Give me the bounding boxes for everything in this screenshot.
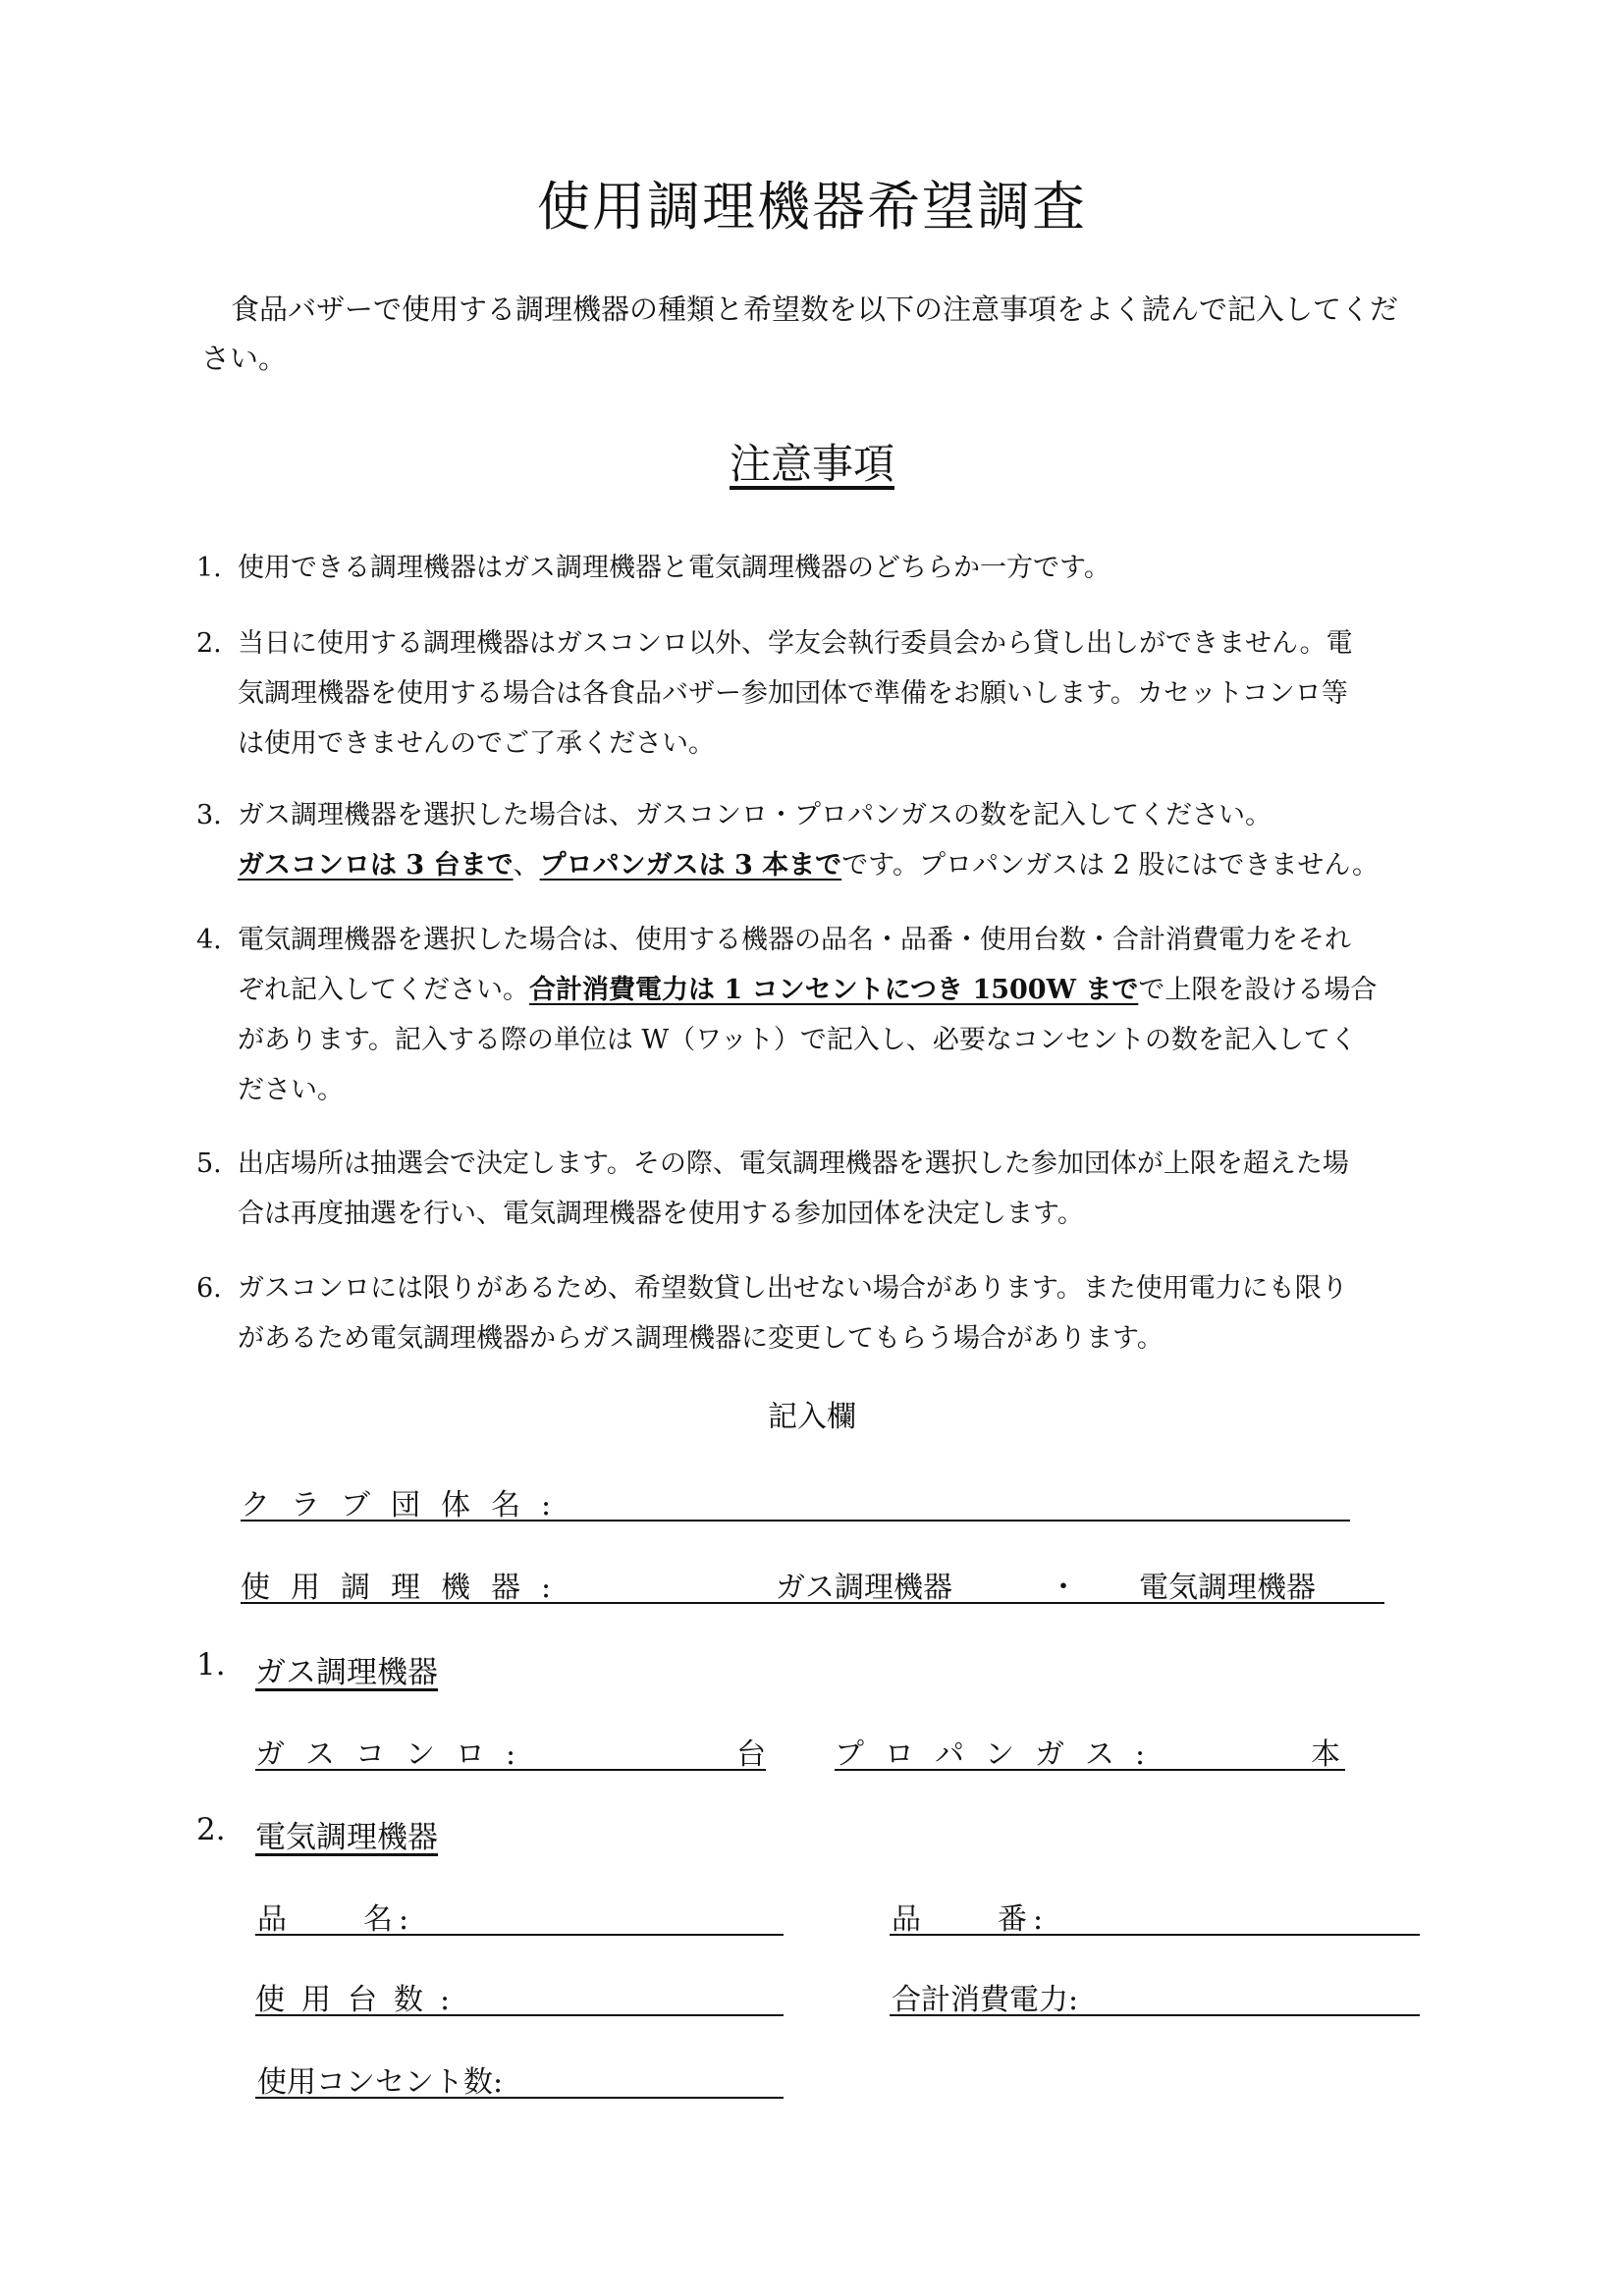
item-line: があるため電気調理機器からガス調理機器に変更してもらう場合があります。 [238,1323,1164,1354]
gas-section-title: ガス調理機器 [255,1655,438,1690]
gas-stove-count-field[interactable] [255,1769,766,1771]
propane-gas-label: プロパンガス: [835,1737,1166,1772]
option-separator: ・ [1049,1571,1078,1605]
intro-paragraph [201,285,1438,383]
outlet-count-field[interactable] [255,2097,784,2099]
stove-limit-text: ガスコンロは 3 台まで [238,850,514,881]
propane-gas-unit: 本 [1311,1737,1340,1772]
propane-gas-count-field[interactable] [835,1769,1345,1771]
item-line: 電気調理機器を選択した場合は、使用する機器の品名・品番・使用台数・合計消費電力をそれ [238,925,1351,955]
gas-section-number: 1. [196,1647,226,1682]
electric-device-option[interactable]: 電気調理機器 [1139,1571,1316,1605]
power-limit-text: 合計消費電力は 1 コンセントにつき 1500W まで [529,975,1139,1005]
item-number: 6. [196,1273,222,1304]
propane-limit-text: プロパンガスは 3 本まで [539,850,842,881]
item-number: 5. [196,1148,222,1179]
item-number: 2. [196,628,222,659]
item-line: ガス調理機器を選択した場合は、ガスコンロ・プロパンガスの数を記入してください。 [238,800,1272,830]
item-number: 3. [196,800,222,830]
gas-stove-unit: 台 [736,1737,766,1772]
device-type-field [241,1602,1384,1604]
electric-section-number: 2. [196,1812,226,1847]
item-line: 当日に使用する調理機器はガスコンロ以外、学友会執行委員会から貸し出しができません。電 [238,628,1353,659]
item-line: があります。記入する際の単位は W（ワット）で記入し、必要なコンセントの数を記入してく [238,1025,1357,1055]
unit-count-field[interactable] [255,2014,784,2016]
item-number: 4. [196,925,222,955]
notice-heading: 注意事項 [729,440,894,488]
total-power-field[interactable] [890,2014,1420,2016]
item-line: 気調理機器を使用する場合は各食品バザー参加団体で準備をお願いします。カセットコンロ等 [238,678,1348,709]
club-name-field[interactable] [241,1520,1350,1522]
product-name-field[interactable] [255,1934,784,1936]
gas-stove-label: ガスコンロ: [255,1737,537,1772]
item-number: 1. [196,553,222,583]
item-line: ガスコンロには限りがあるため、希望数貸し出せない場合があります。また使用電力にも限り [238,1273,1348,1304]
device-type-label: 使用調理機器: [241,1571,572,1605]
product-number-label: 品 番: [892,1902,1050,1937]
intro-line-2: さい。 [201,342,288,375]
club-name-label: クラブ団体名: [241,1488,572,1522]
outlet-count-label: 使用コンセント数: [257,2065,504,2100]
unit-count-label: 使用台数: [255,1983,467,2017]
item-line: は使用できませんのでご了承ください。 [238,728,715,759]
item-line-emphasis: ぞれ記入してください。合計消費電力は 1 コンセントにつき 1500W までで上限を設ける場合 [238,975,1378,1005]
page-title: 使用調理機器希望調査 [537,176,1087,238]
item-line: 合は再度抽選を行い、電気調理機器を使用する参加団体を決定します。 [238,1199,1084,1229]
item-line: 使用できる調理機器はガス調理機器と電気調理機器のどちらか一方です。 [238,553,1110,583]
item-line-emphasis: ガスコンロは 3 台まで、プロパンガスは 3 本までです。プロパンガスは 2 股にはできません。 [238,850,1379,881]
form-heading: 記入欄 [768,1400,856,1434]
electric-section-title: 電気調理機器 [255,1820,438,1855]
total-power-label: 合計消費電力: [892,1983,1079,2017]
intro-line-1: 食品バザーで使用する調理機器の種類と希望数を以下の注意事項をよく読んで記入してくだ [231,293,1399,326]
product-name-label: 品 名: [257,1902,415,1937]
product-number-field[interactable] [890,1934,1420,1936]
item-line: 出店場所は抽選会で決定します。その際、電気調理機器を選択した参加団体が上限を超えた場 [238,1148,1349,1179]
gas-device-option[interactable]: ガス調理機器 [776,1571,952,1605]
item-line: ださい。 [238,1075,344,1105]
